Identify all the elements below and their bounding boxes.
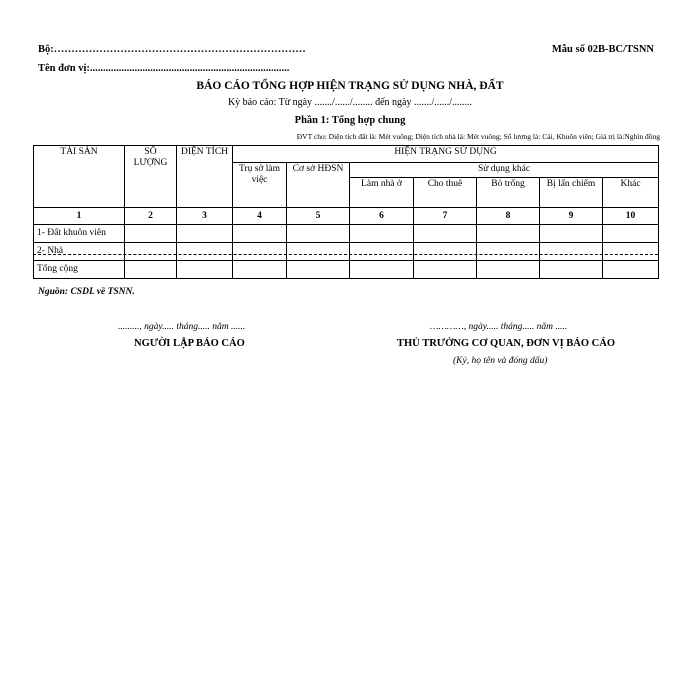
table-cell <box>540 261 603 279</box>
row-label: 2- Nhà <box>34 243 125 261</box>
column-number: 7 <box>414 208 477 225</box>
report-period: Kỳ báo cáo: Từ ngày ......./....../........ đến ngày ......./....../........ <box>227 97 473 108</box>
column-number: 1 <box>34 208 125 225</box>
table-cell <box>603 243 659 261</box>
table-cell <box>603 261 659 279</box>
table-row <box>34 225 659 243</box>
header-office: Trụ sở làm việc <box>233 163 287 208</box>
header-housing: Làm nhà ở <box>350 178 414 208</box>
unit-note: ĐVT cho: Diện tích đất là: Mét vuông; Diện tích nhà là: Mét vuông; Số lượng là: Cái, Khuôn viên; Giá trị là:Nghìn đồng <box>296 132 660 141</box>
table-cell <box>540 243 603 261</box>
header-asset: TÀI SẢN <box>34 146 125 208</box>
report-title: BÁO CÁO TỔNG HỢP HIỆN TRẠNG SỬ DỤNG NHÀ, ĐẤT <box>196 80 504 92</box>
table-row <box>34 261 659 279</box>
header-hdsn: Cơ sở HĐSN <box>287 163 350 208</box>
header-occupied: Bị lấn chiếm <box>540 178 603 208</box>
head-date: …………, ngày..... tháng..... năm ..... <box>430 322 568 332</box>
row-label: Tổng cộng <box>34 261 125 279</box>
column-number: 9 <box>540 208 603 225</box>
table-cell <box>233 261 287 279</box>
table-cell <box>287 225 350 243</box>
preparer-date: ........., ngày..... tháng..... năm ...... <box>118 322 246 332</box>
table-cell <box>177 243 233 261</box>
table-cell <box>414 261 477 279</box>
table-cell <box>125 261 177 279</box>
signature-note: (Ký, họ tên và đóng dấu) <box>453 356 548 366</box>
column-number: 2 <box>125 208 177 225</box>
table-row <box>34 243 659 261</box>
column-number: 6 <box>350 208 414 225</box>
table-cell <box>233 243 287 261</box>
header-quantity: SỐ LƯỢNG <box>125 146 177 208</box>
header-vacant: Bỏ trống <box>477 178 540 208</box>
header-other-use: Sử dụng khác <box>350 163 659 178</box>
ministry-line: Bộ:……………………………………………………………… <box>38 44 306 55</box>
table-cell <box>177 261 233 279</box>
table-cell <box>477 243 540 261</box>
table-cell <box>287 261 350 279</box>
table-cell <box>287 243 350 261</box>
source-note: Nguồn: CSDL về TSNN. <box>38 287 135 297</box>
table-cell <box>477 225 540 243</box>
table-cell <box>350 261 414 279</box>
table-cell <box>414 225 477 243</box>
column-number: 5 <box>287 208 350 225</box>
table-cell <box>125 225 177 243</box>
header-misc: Khác <box>603 178 659 208</box>
table-cell <box>603 225 659 243</box>
header-area: DIỆN TÍCH <box>177 146 233 208</box>
table-cell <box>350 243 414 261</box>
part-title: Phần 1: Tổng hợp chung <box>294 115 406 126</box>
table-cell <box>233 225 287 243</box>
form-code: Mẫu số 02B-BC/TSNN <box>551 44 654 55</box>
preparer-title: NGƯỜI LẬP BÁO CÁO <box>134 338 245 349</box>
status-table <box>33 145 659 279</box>
head-title: THỦ TRƯỞNG CƠ QUAN, ĐƠN VỊ BÁO CÁO <box>397 338 615 349</box>
column-number: 8 <box>477 208 540 225</box>
row-label: 1- Đất khuôn viên <box>34 225 125 243</box>
table-cell <box>540 225 603 243</box>
unit-name-line: Tên đơn vị:............................................................................ <box>38 63 290 74</box>
column-number: 4 <box>233 208 287 225</box>
table-cell <box>477 261 540 279</box>
table-cell <box>177 225 233 243</box>
dashed-strike-line <box>33 254 658 255</box>
header-rent: Cho thuê <box>414 178 477 208</box>
column-number: 3 <box>177 208 233 225</box>
table-cell <box>125 243 177 261</box>
column-number: 10 <box>603 208 659 225</box>
table-cell <box>414 243 477 261</box>
header-usage-status: HIỆN TRẠNG SỬ DỤNG <box>233 146 659 163</box>
table-cell <box>350 225 414 243</box>
